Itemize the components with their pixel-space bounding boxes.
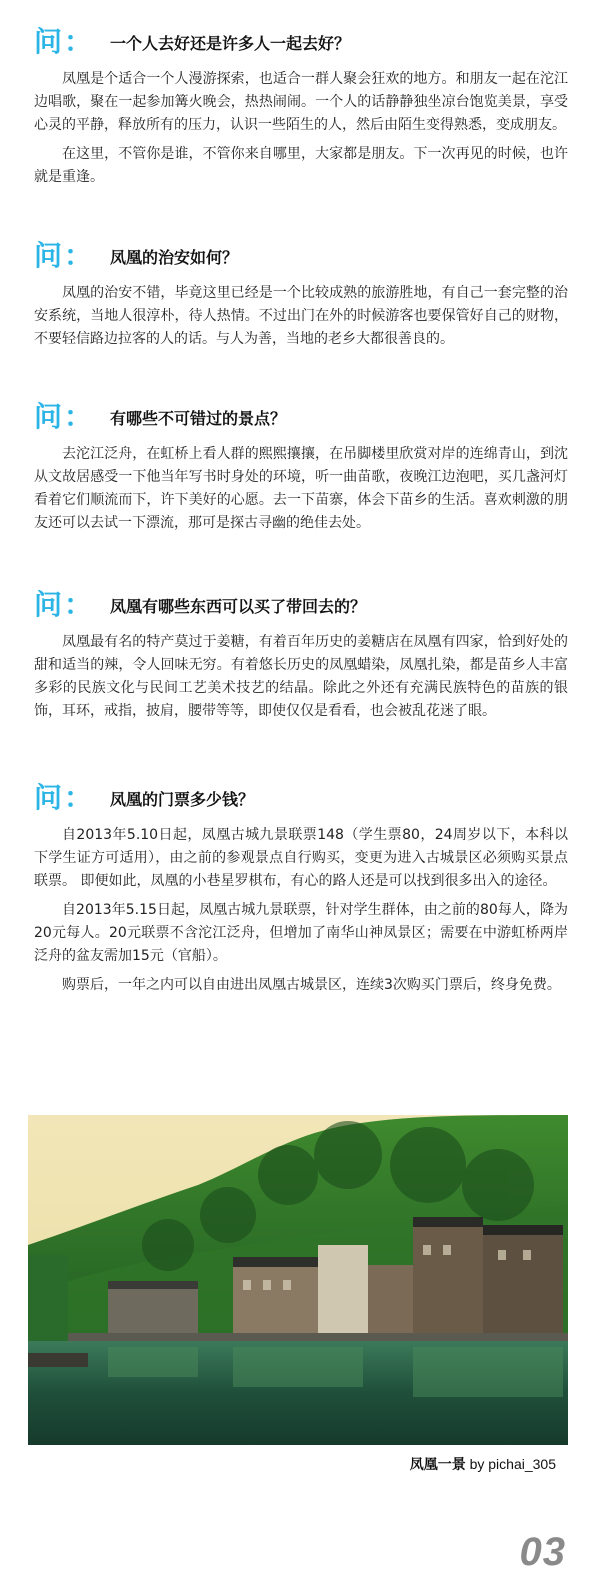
answer-paragraph: 凤凰是个适合一个人漫游探索，也适合一群人聚会狂欢的地方。和朋友一起在沱江边唱歌，聚在一起参加篝火晚会，热热闹闹。一个人的话静静独坐凉台饱览美景，享受心灵的平静，释放所有的压力，认识一些陌生的人，然后由陌生变得熟悉，变成朋友。	[34, 71, 568, 133]
answer	[34, 824, 568, 997]
answer-paragraph: 自2013年5.15日起，凤凰古城九景联票，针对学生群体，由之前的80每人，降为20元每人。20元联票不含沱江泛舟，但增加了南华山神凤景区；需要在中游虹桥两岸泛舟的盆友需加15元（官船）。	[34, 902, 568, 964]
answer	[34, 443, 568, 535]
question-text: 凤凰有哪些东西可以买了带回去的？	[110, 596, 367, 616]
page-number: 03	[519, 1530, 566, 1574]
answer-paragraph: 在这里，不管你是谁，不管你来自哪里，大家都是朋友。下一次再见的时候，也许就是重逢。	[34, 146, 568, 185]
question-text: 一个人去好还是许多人一起去好？	[110, 33, 351, 53]
question-mark-icon: 问：	[34, 239, 95, 272]
question-mark-icon: 问：	[34, 588, 95, 621]
question-text: 凤凰的门票多少钱？	[110, 789, 255, 809]
qa-section-4	[34, 585, 568, 723]
question-mark-icon: 问：	[34, 400, 95, 433]
answer-paragraph: 去沱江泛舟，在虹桥上看人群的熙熙攘攘，在吊脚楼里欣赏对岸的连绵青山，到沈从文故居感受一下他当年写书时身处的环境，听一曲苗歌，夜晚江边泡吧，买几盏河灯看着它们顺流而下，许下美好的心愿。去一下苗寨，体会下苗乡的生活。喜欢刺激的朋友还可以去试一下漂流，那可是探古寻幽的绝佳去处。	[34, 446, 568, 531]
answer	[34, 282, 568, 351]
answer	[34, 68, 568, 189]
question-row	[34, 22, 568, 62]
caption-credit: by pichai_305	[465, 1456, 556, 1472]
qa-section-2	[34, 236, 568, 351]
answer-paragraph: 自2013年5.10日起，凤凰古城九景联票148（学生票80，24周岁以下，本科以下学生证方可适用），由之前的参观景点自行购买，变更为进入古城景区必须购买景点联票。 即便如此，凤凰的小巷星罗棋布，有心的路人还是可以找到很多出入的途径。	[34, 827, 568, 889]
question-mark-icon: 问：	[34, 781, 95, 814]
answer	[34, 631, 568, 723]
question-text: 凤凰的治安如何？	[110, 247, 239, 267]
answer-paragraph: 凤凰最有名的特产莫过于姜糖，有着百年历史的姜糖店在凤凰有四家，恰到好处的甜和适当的辣，令人回味无穷。有着悠长历史的凤凰蜡染，凤凰扎染，都是苗乡人丰富多彩的民族文化与民间工艺美术技艺的结晶。除此之外还有充满民族特色的苗族的银饰，耳环，戒指，披肩，腰带等等，即使仅仅是看看，也会被乱花迷了眼。	[34, 634, 568, 719]
question-row	[34, 585, 568, 625]
qa-section-3	[34, 397, 568, 535]
caption-title: 凤凰一景	[409, 1456, 466, 1472]
photo-illustration	[28, 1115, 568, 1445]
question-mark-icon: 问：	[34, 25, 95, 58]
question-row	[34, 236, 568, 276]
answer-paragraph: 凤凰的治安不错，毕竟这里已经是一个比较成熟的旅游胜地，有自己一套完整的治安系统，当地人很淳朴，待人热情。不过出门在外的时候游客也要保管好自己的财物，不要轻信路边拉客的人的话。与人为善，当地的老乡大都很善良的。	[34, 285, 568, 347]
photo-caption	[410, 1454, 556, 1474]
fenghuang-scenery-photo	[28, 1115, 568, 1445]
question-row	[34, 778, 568, 818]
qa-section-5	[34, 778, 568, 997]
question-text: 有哪些不可错过的景点？	[110, 408, 287, 428]
answer-paragraph: 购票后，一年之内可以自由进出凤凰古城景区，连续3次购买门票后，终身免费。	[62, 977, 561, 993]
question-row	[34, 397, 568, 437]
qa-section-1	[34, 22, 568, 189]
